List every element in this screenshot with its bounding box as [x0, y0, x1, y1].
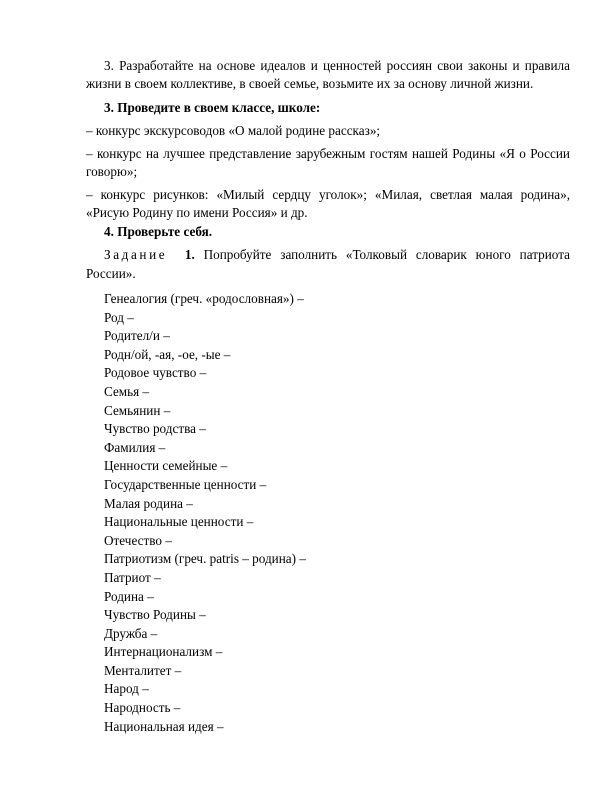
glossary-term: Ценности семейные –: [104, 458, 228, 474]
glossary-term: Народ –: [104, 681, 149, 697]
glossary-term: Дружба –: [104, 625, 158, 641]
task-description: Попробуйте заполнить «Толковый словарик юного патриота России».: [86, 247, 571, 281]
glossary-term: Национальная идея –: [104, 718, 224, 734]
glossary-term: Фамилия –: [104, 439, 166, 455]
glossary-term: Семья –: [104, 383, 150, 399]
glossary-term: Патриот –: [104, 569, 161, 585]
glossary-term: Народность –: [104, 700, 181, 716]
glossary-term: Родовое чувство –: [104, 365, 207, 381]
contest-item: – конкурс экскурсоводов «О малой родине рассказ»;: [86, 123, 381, 139]
glossary-term: Государственные ценности –: [104, 476, 267, 492]
glossary-term: Национальные ценности –: [104, 514, 254, 530]
glossary-term: Чувство Родины –: [104, 607, 206, 623]
glossary-term: Малая родина –: [104, 495, 193, 511]
task-1-text: [86, 246, 570, 283]
item-3-contests-section: [86, 99, 570, 222]
glossary-term: Семьянин –: [104, 402, 171, 418]
glossary-term: Отечество –: [104, 532, 172, 548]
glossary-term: Чувство родства –: [104, 421, 206, 437]
section-heading-contests: 3. Проведите в своем классе, школе:: [104, 100, 321, 115]
item-4-section: [86, 223, 570, 283]
section-heading-check-yourself: 4. Проверьте себя.: [104, 224, 213, 239]
contest-item: – конкурс рисунков: «Милый сердцу уголок»; «Милая, светлая малая родина», «Рисую Родину по имени Россия» и др.: [86, 186, 570, 221]
item-3-line-1: 3. Разработайте на основе идеалов и ценностей россиян свои законы и правила: [104, 58, 570, 73]
glossary-term: Родн/ой, -ая, -ое, -ые –: [104, 346, 231, 362]
glossary-term: Патриотизм (греч. patris – родина) –: [104, 551, 306, 567]
glossary-term: Менталитет –: [104, 662, 182, 678]
glossary-term: Род –: [104, 309, 134, 325]
glossary-term: Родител/и –: [104, 328, 170, 344]
glossary-term: Генеалогия (греч. «родословная») –: [104, 291, 304, 306]
glossary-term-list: [104, 290, 564, 736]
glossary-term: Родина –: [104, 588, 154, 604]
contest-item: – конкурс на лучшее представление зарубежным гостям нашей Родины «Я о России говорю»;: [86, 145, 570, 180]
task-number: 1.: [184, 247, 195, 263]
task-label: Задание: [104, 247, 168, 263]
item-3-laws: [86, 57, 570, 94]
item-3-line-2: жизни в своем коллективе, в своей семье, возьмите их за основу личной жизни.: [86, 76, 534, 92]
glossary-term: Интернационализм –: [104, 644, 223, 660]
